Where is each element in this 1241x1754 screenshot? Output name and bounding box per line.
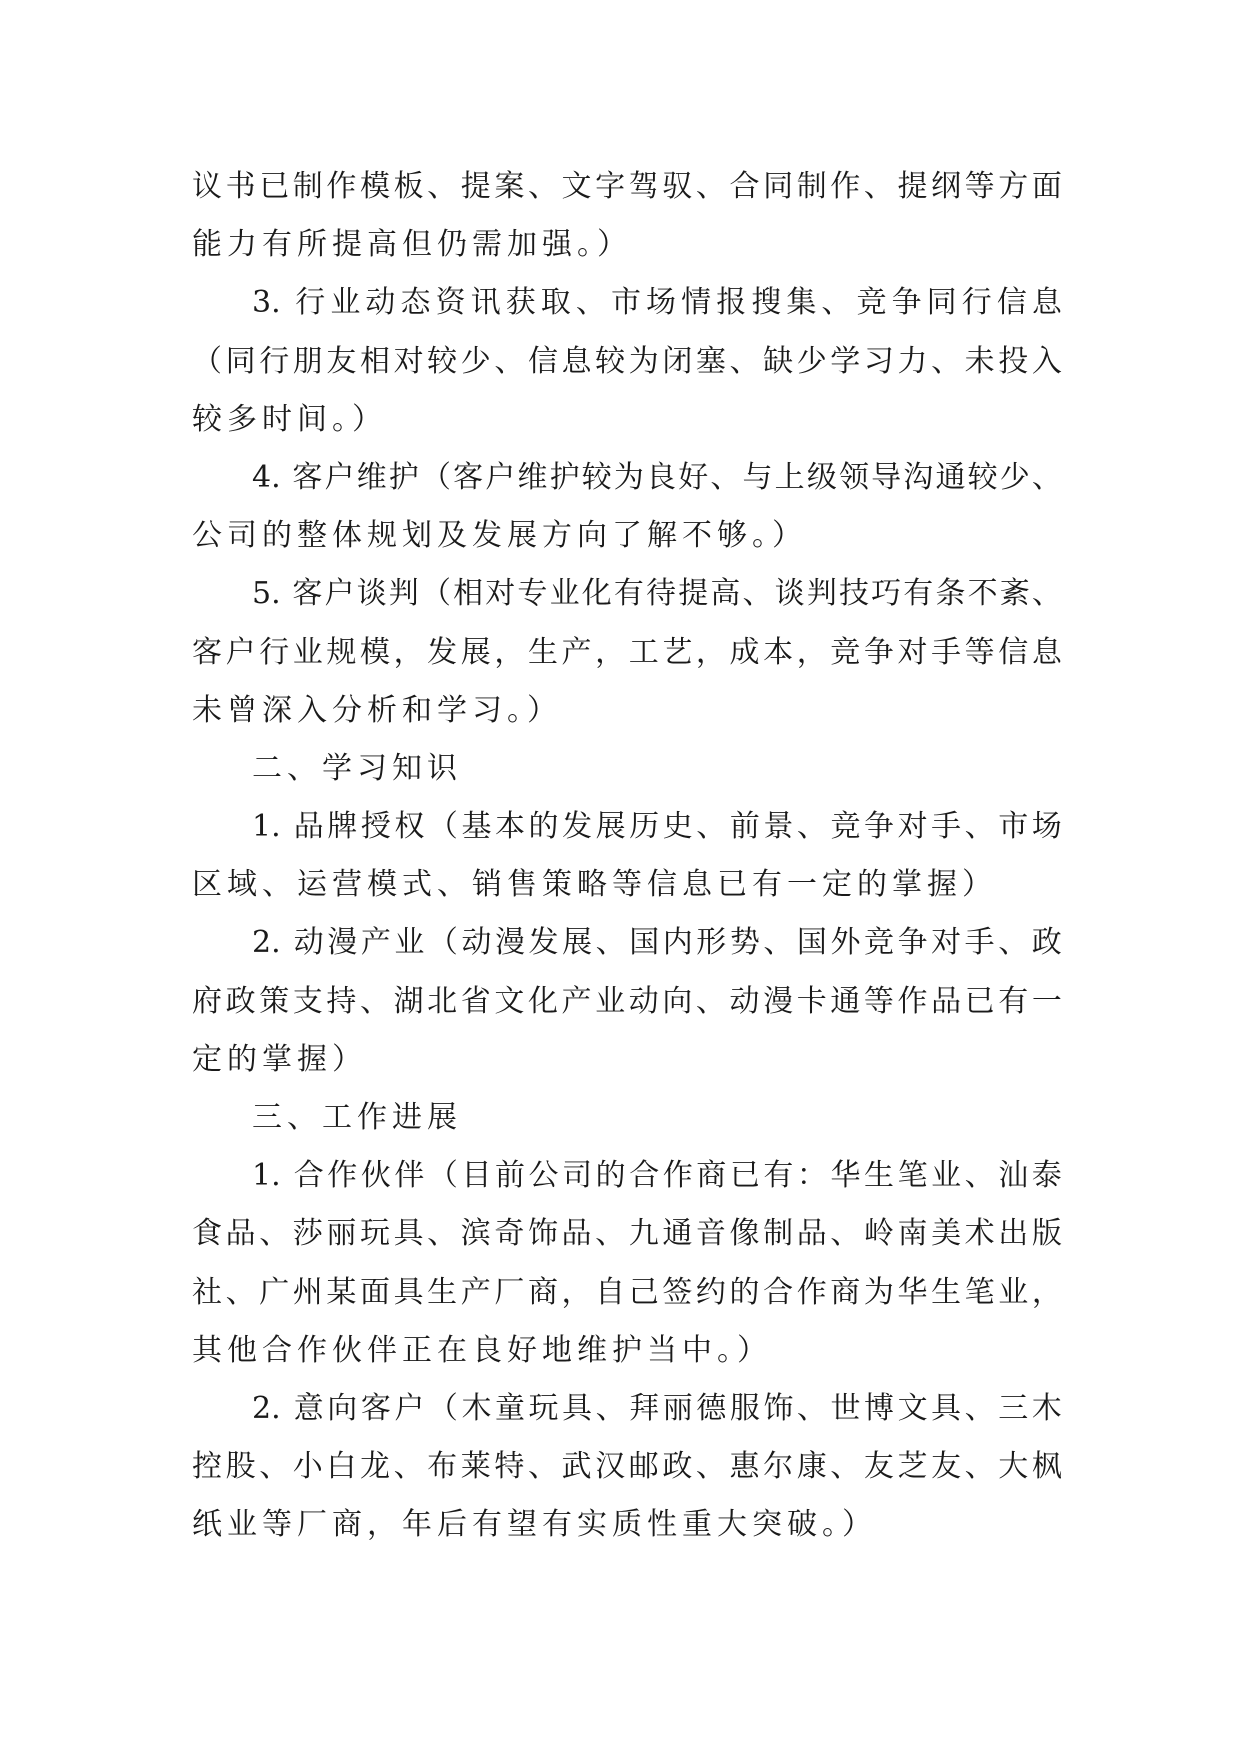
text-line: 2. 意 向 客 户 （ 木 童 玩 具 、 拜 丽 德 服 饰 、 世 博 文 具 、 三 木	[252, 1390, 1062, 1426]
text-line: 区域、运营模式、销售策略等信息已有一定的掌握）	[192, 867, 997, 903]
text-line: 能力有所提高但仍需加强。）	[192, 227, 632, 263]
text-line: 4. 客 户 维 护 （ 客 户 维 护 较 为 良 好 、 与 上 级 领 导 沟 通 较 少 、	[252, 459, 1062, 495]
text-line: 3. 行 业 动 态 资 讯 获 取 、 市 场 情 报 搜 集 、 竞 争 同 行 信 息	[252, 285, 1062, 321]
text-line: 控 股 、 小 白 龙 、 布 莱 特 、 武 汉 邮 政 、 惠 尔 康 、 友 芝 友 、 大 枫	[192, 1449, 1062, 1485]
text-line: 公司的整体规划及发展方向了解不够。）	[192, 518, 807, 554]
text-line: 三、工作进展	[252, 1100, 462, 1135]
text-line: 客 户 行 业 规 模 ， 发 展 ， 生 产 ， 工 艺 ， 成 本 ， 竞 争 对 手 等 信 息	[192, 634, 1062, 670]
text-line: （ 同 行 朋 友 相 对 较 少 、 信 息 较 为 闭 塞 、 缺 少 学 习 力 、 未 投 入	[192, 343, 1062, 379]
text-line: 较多时间。）	[192, 401, 387, 437]
text-line: 1. 品 牌 授 权 （ 基 本 的 发 展 历 史 、 前 景 、 竞 争 对 手 、 市 场	[252, 809, 1062, 845]
text-line: 纸业等厂商，年后有望有实质性重大突破。）	[192, 1507, 877, 1543]
text-line: 5. 客 户 谈 判 （ 相 对 专 业 化 有 待 提 高 、 谈 判 技 巧 有 条 不 紊 、	[252, 576, 1062, 612]
text-line: 食 品 、 莎 丽 玩 具 、 滨 奇 饰 品 、 九 通 音 像 制 品 、 岭 南 美 术 出 版	[192, 1216, 1062, 1252]
text-line: 1. 合 作 伙 伴 （ 目 前 公 司 的 合 作 商 已 有 ： 华 生 笔 业 、 汕 泰	[252, 1158, 1062, 1194]
text-line: 二、学习知识	[252, 750, 462, 786]
text-line: 议 书 已 制 作 模 板 、 提 案 、 文 字 驾 驭 、 合 同 制 作 、 提 纲 等 方 面	[192, 169, 1062, 204]
document-body	[192, 158, 1062, 1555]
text-line: 府 政 策 支 持 、 湖 北 省 文 化 产 业 动 向 、 动 漫 卡 通 等 作 品 已 有 一	[192, 983, 1062, 1019]
text-line: 其他合作伙伴正在良好地维护当中。）	[192, 1332, 772, 1368]
text-line: 社 、 广 州 某 面 具 生 产 厂 商 ， 自 己 签 约 的 合 作 商 为 华 生 笔 业 ，	[192, 1274, 1062, 1310]
text-line: 定的掌握）	[192, 1041, 367, 1077]
text-line: 2. 动 漫 产 业 （ 动 漫 发 展 、 国 内 形 势 、 国 外 竞 争 对 手 、 政	[252, 925, 1062, 961]
text-line: 未曾深入分析和学习。）	[192, 692, 562, 728]
